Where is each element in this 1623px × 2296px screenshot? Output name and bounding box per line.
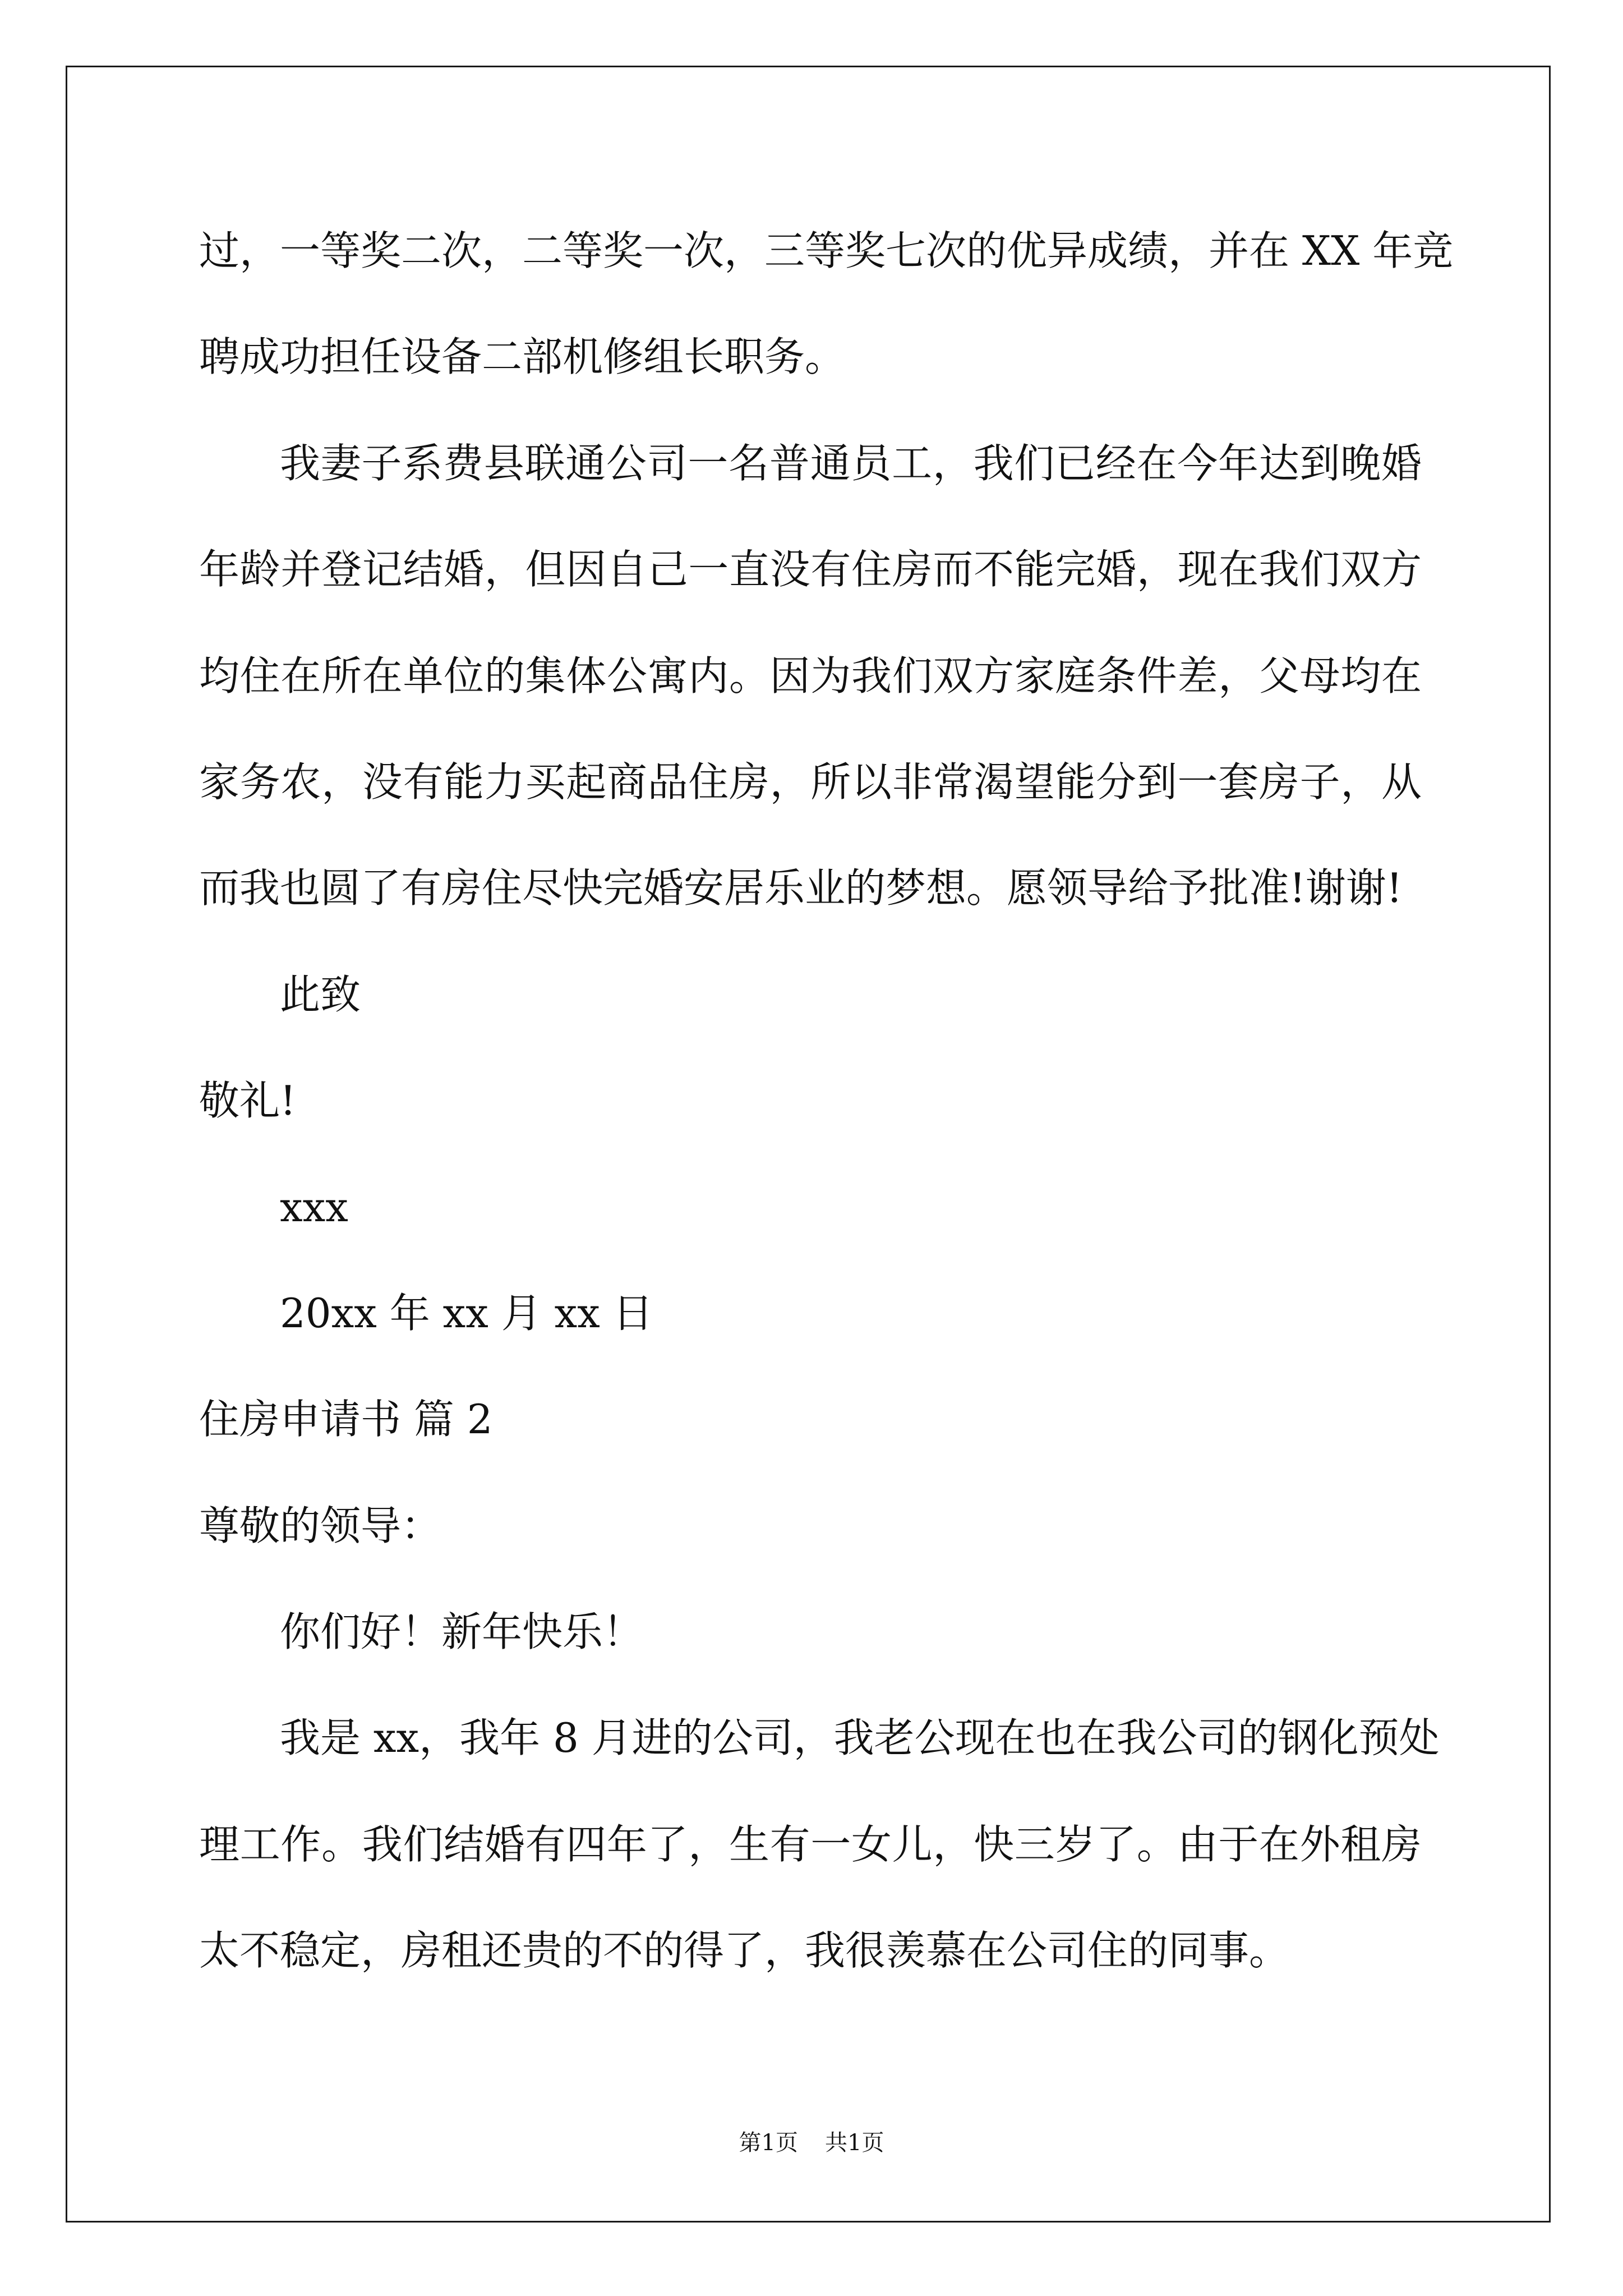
signature-name <box>199 1154 1422 1260</box>
page-count: 共1页 <box>825 2130 884 2156</box>
text-line: 此致 <box>280 970 361 1018</box>
text-line: xxx <box>280 1183 348 1231</box>
text-line: 20xx 年 xx 月 xx 日 <box>280 1289 653 1337</box>
letter-greeting <box>199 1473 1422 1579</box>
text-line: 尊敬的领导： <box>199 1502 442 1549</box>
paragraph-introduction <box>199 1685 1440 2004</box>
text-line: 敬礼! <box>199 1077 296 1125</box>
text-line: 均住在所在单位的集体公寓内。因为我们双方家庭条件差，父母均在 <box>199 652 1422 700</box>
text-line: 我妻子系费县联通公司一名普通员工，我们已经在今年达到晚婚 <box>280 439 1422 487</box>
text-line: 理工作。我们结婚有四年了，生有一女儿，快三岁了。由于在外租房 <box>199 1820 1422 1868</box>
section-heading <box>199 1366 1422 1473</box>
document-body <box>199 198 1454 2004</box>
paragraph-awards-continued <box>199 198 1454 411</box>
letter-opening <box>199 1579 1422 1685</box>
text-line: 住房申请书 篇 2 <box>199 1396 493 1443</box>
closing-regards <box>199 1048 1422 1154</box>
text-line: 过，一等奖二次，二等奖一次，三等奖七次的优异成绩，并在 XX 年竞 <box>199 227 1454 274</box>
page-footer <box>0 2127 1623 2159</box>
text-line: 我是 xx，我年 8 月进的公司，我老公现在也在我公司的钢化预处 <box>280 1714 1440 1762</box>
text-line: 聘成功担任设备二部机修组长职务。 <box>199 333 846 381</box>
closing-salutation <box>199 942 1422 1048</box>
text-line: 太不稳定，房租还贵的不的得了，我很羡慕在公司住的同事。 <box>199 1927 1290 1975</box>
paragraph-housing-situation <box>199 411 1422 942</box>
text-line: 年龄并登记结婚，但因自己一直没有住房而不能完婚，现在我们双方 <box>199 546 1422 593</box>
text-line: 家务农，没有能力买起商品住房，所以非常渴望能分到一套房子，从 <box>199 758 1422 806</box>
signature-date <box>199 1260 1422 1366</box>
page-number: 第1页 <box>739 2130 798 2156</box>
text-line: 你们好！新年快乐！ <box>280 1608 644 1656</box>
text-line: 而我也圆了有房住尽快完婚安居乐业的梦想。愿领导给予批准!谢谢! <box>199 864 1403 912</box>
